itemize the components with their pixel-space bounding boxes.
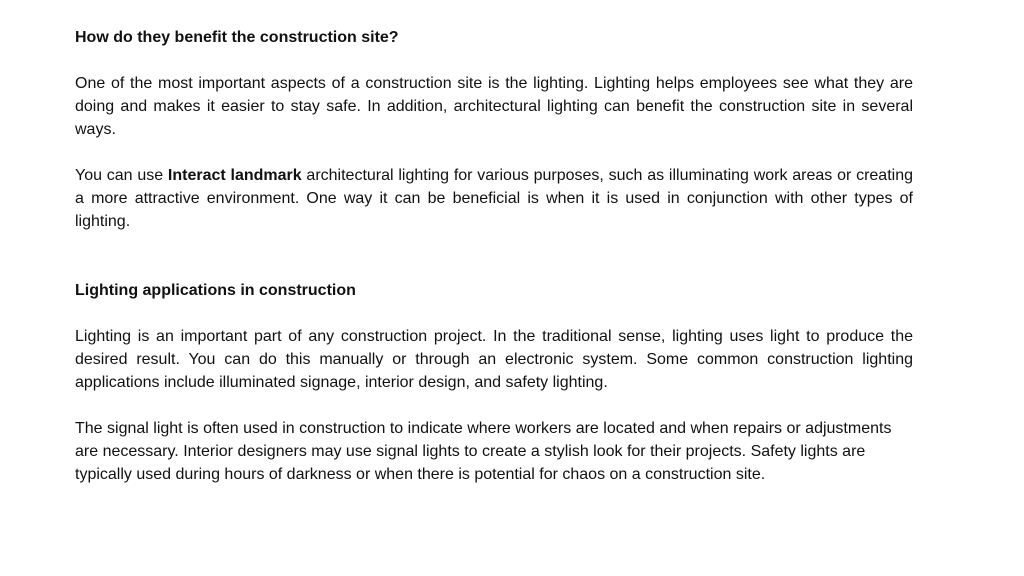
spacer xyxy=(75,233,913,279)
paragraph-text-end: architectural lighting for various purposes, such as illuminating work areas or creating a more attractive environment. One way it can be beneficial is when it is used in conjunction with other types of lighting. xyxy=(75,167,913,230)
spacer xyxy=(75,394,913,417)
paragraph-interact-landmark xyxy=(75,164,913,233)
interact-landmark-link[interactable]: Interact landmark xyxy=(167,167,302,184)
paragraph-text-start: You can use xyxy=(75,167,168,184)
spacer xyxy=(75,302,913,325)
paragraph-lighting-importance: One of the most important aspects of a construction site is the lighting. Lighting helps employees see what they are doing and makes it easier to stay safe. In addition, architectural lighting can benefit the construction site in several ways. xyxy=(75,75,913,138)
spacer xyxy=(75,141,913,164)
section-heading-applications: Lighting applications in construction xyxy=(75,282,356,299)
paragraph-lighting-applications: Lighting is an important part of any construction project. In the traditional sense, lighting uses light to produce the desired result. You can do this manually or through an electronic system. Some common construction lighting applications include illuminated signage, interior design, and safety lighting. xyxy=(75,328,913,391)
document-page xyxy=(75,26,913,486)
spacer xyxy=(75,49,913,72)
paragraph-signal-light: The signal light is often used in construction to indicate where workers are located and when repairs or adjustments are necessary. Interior designers may use signal lights to create a stylish look for their projects. Safety lights are typically used during hours of darkness or when there is potential for chaos on a construction site. xyxy=(75,420,892,483)
section-heading-benefits: How do they benefit the construction site? xyxy=(75,29,399,46)
